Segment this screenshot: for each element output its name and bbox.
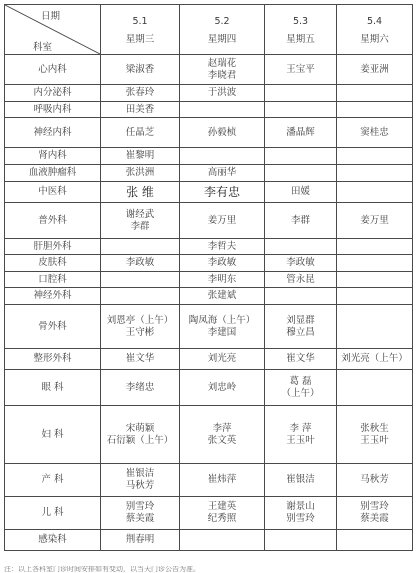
doctor-name: 陶凤海（上午） — [188, 314, 256, 326]
doctor-cell — [337, 497, 413, 530]
doctor-cell — [265, 148, 337, 165]
department-cell: 肾内科 — [5, 148, 101, 165]
doctor-cell — [101, 305, 180, 349]
doctor-name: 葛 磊 — [289, 375, 312, 387]
schedule-row — [5, 255, 413, 272]
doctor-cell — [180, 530, 265, 551]
schedule-row — [5, 272, 413, 288]
department-cell: 儿 科 — [5, 497, 101, 530]
department-cell: 内分泌科 — [5, 85, 101, 102]
doctor-cell — [101, 255, 180, 272]
doctor-cell — [337, 406, 413, 464]
doctor-cell — [180, 272, 265, 288]
department-cell: 骨外科 — [5, 305, 101, 349]
schedule-row — [5, 85, 413, 102]
doctor-cell — [337, 464, 413, 497]
doctor-name: 梁淑香 — [125, 63, 155, 75]
doctor-cell — [180, 406, 265, 464]
doctor-name: 王守彬 — [125, 326, 155, 338]
doctor-cell — [101, 272, 180, 288]
schedule-row — [5, 464, 413, 497]
doctor-cell — [101, 148, 180, 165]
doctor-name: 任晶芝 — [125, 126, 155, 138]
doctor-name: 王宝平 — [286, 63, 315, 75]
department-cell: 口腔科 — [5, 272, 101, 288]
doctor-cell — [337, 165, 413, 182]
doctor-cell — [265, 165, 337, 182]
doctor-cell — [337, 203, 413, 239]
schedule-row — [5, 406, 413, 464]
doctor-name: 张建斌 — [207, 290, 237, 301]
doctor-cell — [337, 305, 413, 349]
doctor-cell — [337, 349, 413, 370]
doctor-cell — [180, 182, 265, 203]
doctor-name: 张春玲 — [125, 87, 155, 98]
doctor-cell — [180, 349, 265, 370]
doctor-name: 姜万里 — [360, 214, 389, 226]
doctor-cell — [265, 118, 337, 148]
doctor-cell — [180, 305, 265, 349]
doctor-cell — [101, 182, 180, 203]
schedule-row — [5, 497, 413, 530]
doctor-name: 崔文华 — [286, 353, 315, 364]
doctor-cell — [180, 85, 265, 102]
doctor-cell — [101, 85, 180, 102]
doctor-cell — [337, 182, 413, 203]
duty-schedule-table — [4, 4, 413, 551]
doctor-cell — [265, 255, 337, 272]
schedule-row — [5, 530, 413, 551]
doctor-cell — [101, 406, 180, 464]
department-cell: 神经内科 — [5, 118, 101, 148]
doctor-cell — [265, 239, 337, 255]
doctor-cell — [180, 288, 265, 305]
schedule-row — [5, 239, 413, 255]
doctor-name: 田美香 — [125, 103, 155, 115]
doctor-name: 别雪玲 — [125, 501, 155, 512]
schedule-row — [5, 55, 413, 85]
schedule-row — [5, 305, 413, 349]
schedule-row — [5, 165, 413, 182]
doctor-cell — [265, 288, 337, 305]
diagonal-header-cell — [5, 5, 101, 55]
doctor-cell — [265, 497, 337, 530]
doctor-name: 张文英 — [207, 434, 237, 446]
doctor-name: 马秋芳 — [125, 480, 155, 491]
department-cell: 妇 科 — [5, 406, 101, 464]
doctor-cell — [265, 102, 337, 118]
doctor-cell — [265, 203, 337, 239]
column-header-0 — [101, 5, 180, 55]
doctor-cell — [180, 370, 265, 406]
doctor-cell — [180, 102, 265, 118]
doctor-cell — [337, 288, 413, 305]
doctor-cell — [101, 239, 180, 255]
department-cell: 肝胆外科 — [5, 239, 101, 255]
doctor-name: 蔡美霞 — [125, 513, 155, 524]
doctor-name: 石衍颖（上午） — [106, 434, 174, 446]
department-cell: 神经外科 — [5, 288, 101, 305]
header-row — [5, 5, 413, 55]
doctor-name: 荆春明 — [125, 534, 155, 545]
doctor-cell — [337, 530, 413, 551]
doctor-cell — [337, 370, 413, 406]
doctor-name: 崔银洁 — [286, 474, 315, 485]
schedule-row — [5, 349, 413, 370]
doctor-cell — [101, 165, 180, 182]
doctor-cell — [265, 464, 337, 497]
doctor-cell — [101, 349, 180, 370]
doctor-cell — [265, 55, 337, 85]
doctor-name: 王玉叶 — [360, 434, 389, 446]
column-weekday: 星期三 — [125, 33, 155, 45]
doctor-name: 马秋芳 — [360, 474, 389, 485]
doctor-name: 于洪波 — [207, 87, 237, 98]
doctor-cell — [101, 55, 180, 85]
schedule-body — [5, 55, 413, 551]
doctor-cell — [337, 55, 413, 85]
doctor-name: 李政敏 — [286, 257, 315, 268]
doctor-name: 张秋生 — [360, 422, 389, 434]
doctor-name: 蔡美霞 — [360, 513, 389, 524]
doctor-cell — [337, 118, 413, 148]
doctor-name: （上午） — [281, 387, 320, 399]
doctor-name: 田媛 — [290, 186, 310, 197]
doctor-name: 李 萍 — [289, 422, 312, 434]
doctor-cell — [180, 464, 265, 497]
doctor-cell — [180, 203, 265, 239]
column-header-3 — [337, 5, 413, 55]
doctor-name: 王建英 — [207, 501, 237, 512]
doctor-cell — [265, 349, 337, 370]
schedule-row — [5, 118, 413, 148]
doctor-cell — [337, 272, 413, 288]
doctor-name: 张 维 — [126, 185, 154, 199]
doctor-name: 刘忠岭 — [207, 381, 237, 393]
doctor-cell — [265, 85, 337, 102]
department-cell: 血液肿瘤科 — [5, 165, 101, 182]
doctor-name: 崔黎明 — [125, 150, 155, 161]
department-cell: 中医科 — [5, 182, 101, 203]
doctor-name: 孙毅桢 — [207, 126, 237, 138]
doctor-cell — [337, 148, 413, 165]
doctor-name: 李建国 — [207, 326, 237, 338]
doctor-name: 王玉叶 — [286, 434, 315, 446]
doctor-name: 刘恩亭（上午） — [106, 314, 174, 326]
doctor-cell — [180, 55, 265, 85]
doctor-name: 窦桂忠 — [360, 126, 389, 138]
column-weekday: 星期四 — [207, 33, 237, 45]
doctor-cell — [180, 148, 265, 165]
doctor-cell — [337, 102, 413, 118]
doctor-name: 李绪忠 — [125, 381, 155, 393]
doctor-cell — [101, 464, 180, 497]
doctor-cell — [337, 255, 413, 272]
department-cell: 普外科 — [5, 203, 101, 239]
doctor-name: 李明东 — [207, 273, 237, 285]
doctor-name: 崔银洁 — [125, 468, 155, 479]
doctor-name: 别雪玲 — [360, 501, 389, 512]
column-date: 5.2 — [214, 15, 230, 27]
department-cell: 心内科 — [5, 55, 101, 85]
doctor-name: 姜亚洲 — [360, 63, 389, 75]
column-date: 5.1 — [132, 15, 148, 27]
schedule-row — [5, 203, 413, 239]
doctor-cell — [101, 102, 180, 118]
doctor-name: 李政敏 — [125, 257, 155, 268]
doctor-cell — [180, 255, 265, 272]
doctor-name: 谢景山 — [286, 501, 315, 512]
department-cell: 呼吸内科 — [5, 102, 101, 118]
doctor-name: 李萍 — [212, 422, 232, 434]
doctor-name: 刘光亮（上午） — [341, 353, 408, 364]
doctor-cell — [101, 530, 180, 551]
doctor-cell — [265, 530, 337, 551]
doctor-name: 赵瑞花 — [207, 57, 237, 69]
footer-note: 注：以上各科室门诊时间安排如有变动，以当天门诊公告为准。 — [4, 566, 200, 573]
doctor-name: 纪秀照 — [207, 513, 237, 524]
column-date: 5.3 — [292, 15, 309, 27]
doctor-cell — [101, 203, 180, 239]
doctor-cell — [180, 118, 265, 148]
department-cell: 眼 科 — [5, 370, 101, 406]
doctor-name: 崔文华 — [125, 353, 155, 364]
column-weekday: 星期六 — [360, 33, 389, 45]
schedule-row — [5, 288, 413, 305]
doctor-cell — [180, 165, 265, 182]
doctor-name: 刘显群 — [286, 314, 315, 326]
doctor-name: 李有忠 — [203, 185, 240, 199]
doctor-cell — [101, 370, 180, 406]
doctor-name: 崔炜萍 — [207, 474, 237, 485]
doctor-cell — [101, 288, 180, 305]
schedule-row — [5, 102, 413, 118]
doctor-name: 谢经武 — [125, 208, 155, 220]
doctor-name: 穆立昌 — [286, 326, 315, 338]
doctor-name: 高丽华 — [207, 167, 237, 178]
doctor-name: 潘晶辉 — [286, 126, 315, 138]
doctor-name: 姜万里 — [207, 214, 237, 226]
doctor-name: 刘光亮 — [207, 353, 237, 364]
doctor-cell — [265, 370, 337, 406]
doctor-name: 张洪洲 — [125, 167, 155, 178]
doctor-cell — [265, 272, 337, 288]
doctor-name: 李群 — [130, 220, 150, 232]
column-weekday: 星期五 — [286, 33, 315, 45]
department-cell: 产 科 — [5, 464, 101, 497]
doctor-cell — [101, 497, 180, 530]
department-cell: 感染科 — [5, 530, 101, 551]
column-header-1 — [180, 5, 265, 55]
schedule-row — [5, 148, 413, 165]
doctor-cell — [337, 239, 413, 255]
schedule-row — [5, 182, 413, 203]
doctor-name: 李政敏 — [207, 257, 237, 268]
department-cell: 皮肤科 — [5, 255, 101, 272]
doctor-cell — [337, 85, 413, 102]
department-cell: 整形外科 — [5, 349, 101, 370]
column-date: 5.4 — [366, 15, 383, 27]
doctor-cell — [265, 182, 337, 203]
doctor-name: 宋萌颖 — [125, 422, 155, 434]
doctor-cell — [101, 118, 180, 148]
doctor-name: 别雪玲 — [286, 513, 315, 524]
doctor-name: 李哲夫 — [207, 240, 237, 252]
schedule-row — [5, 370, 413, 406]
doctor-cell — [265, 406, 337, 464]
column-header-2 — [265, 5, 337, 55]
doctor-cell — [180, 497, 265, 530]
doctor-cell — [265, 305, 337, 349]
date-label: 日期 — [41, 11, 61, 22]
doctor-name: 李群 — [290, 214, 310, 226]
doctor-name: 李晓君 — [207, 69, 237, 81]
dept-label: 科室 — [33, 42, 53, 53]
doctor-cell — [180, 239, 265, 255]
doctor-name: 管永昆 — [286, 273, 315, 285]
